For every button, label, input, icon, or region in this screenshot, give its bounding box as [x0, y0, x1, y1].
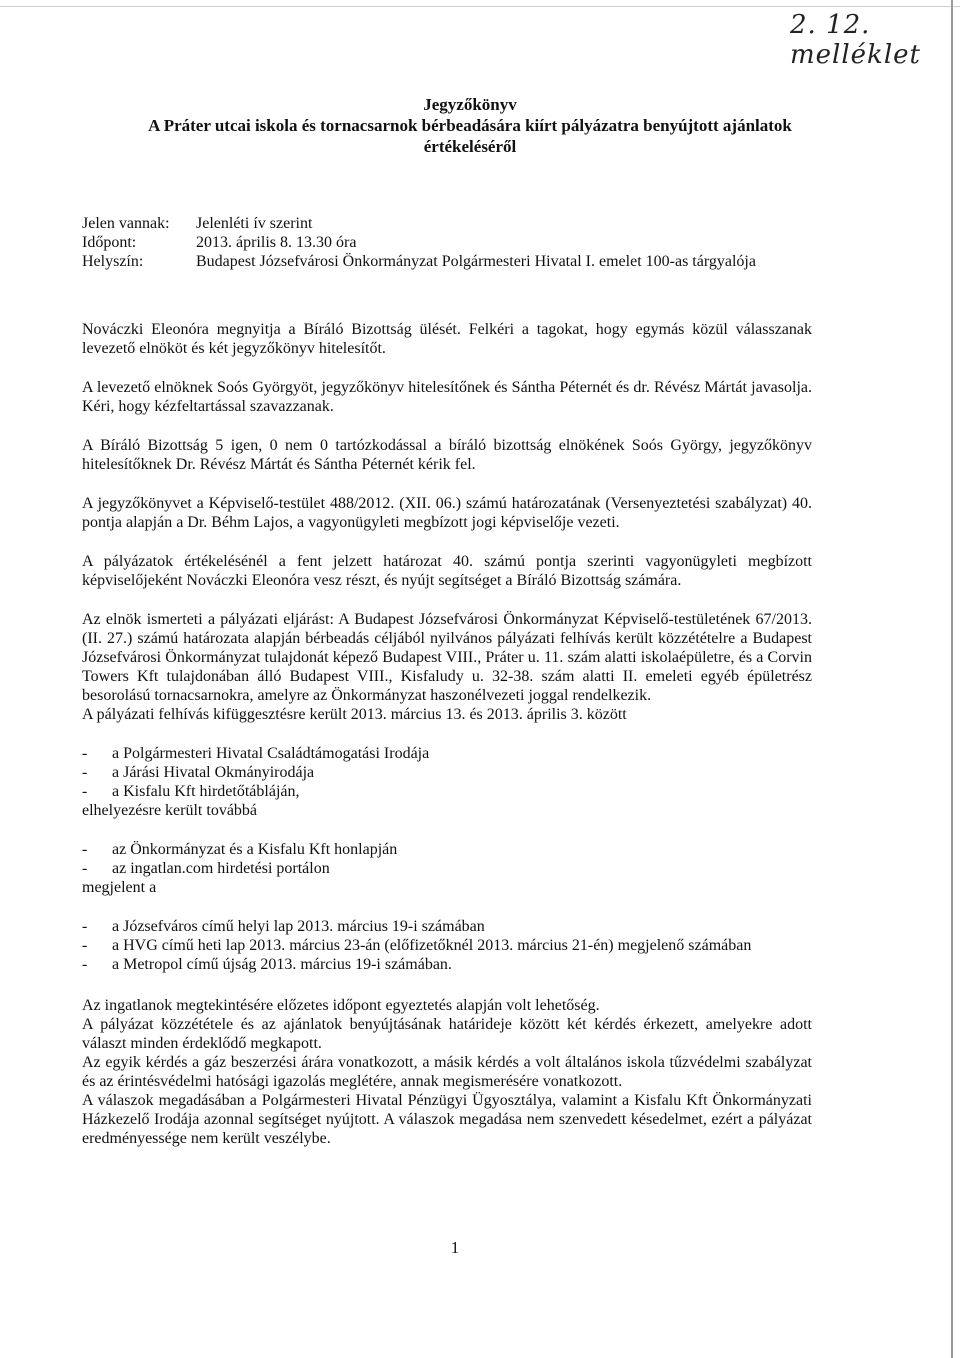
- closing-paragraph: A pályázat közzététele és az ajánlatok benyújtásának határideje között két kérdés érkezett, amelyekre adott választ minden érdeklődő megkapott.: [82, 1016, 812, 1052]
- paragraph: A levezető elnöknek Soós Györgyöt, jegyzőkönyv hitelesítőnek és Sántha Péternét és dr. Révész Mártát javasolja. Kéri, hogy kézfeltartással szavazzanak.: [82, 379, 812, 415]
- list-item: [82, 744, 812, 763]
- meta-value: 2013. április 8. 13.30 óra: [196, 234, 357, 251]
- meta-value: Budapest Józsefvárosi Önkormányzat Polgármesteri Hivatal I. emelet 100-as tárgyalója: [196, 253, 756, 270]
- list-item: [82, 763, 812, 782]
- list-item-text: a Polgármesteri Hivatal Családtámogatási Irodája: [112, 745, 430, 762]
- list-item-text: az ingatlan.com hirdetési portálon: [112, 860, 330, 877]
- list-item: [82, 936, 812, 955]
- posted-lead: A pályázati felhívás kifüggesztésre került 2013. március 13. és 2013. április 3. között: [82, 706, 627, 723]
- list-item: [82, 840, 812, 859]
- list-item-text: a Metropol című újság 2013. március 19-i számában.: [112, 956, 452, 973]
- handwritten-annotation: 2. 12. melléklet: [790, 10, 921, 70]
- list-item-text: a Kisfalu Kft hirdetőtábláján,: [112, 783, 300, 800]
- paragraph: Nováczki Eleonóra megnyitja a Bíráló Bizottság ülését. Felkéri a tagokat, hogy egymás közül válasszanak levezető elnököt és két jegyzőkönyv hitelesítőt.: [82, 321, 812, 357]
- meta-label: Helyszín:: [82, 253, 144, 270]
- list-item-text: az Önkormányzat és a Kisfalu Kft honlapján: [112, 841, 398, 858]
- scan-right-edge: [951, 0, 953, 1358]
- meeting-details: [82, 214, 842, 271]
- paragraph: A jegyzőkönyvet a Képviselő-testület 488/2012. (XII. 06.) számú határozatának (Versenyeztetési szabályzat) 40. pontja alapján a Dr. Béhm Lajos, a vagyonügyleti megbízott jogi képviselője vezeti.: [82, 495, 812, 531]
- title-line-2: A Práter utcai iskola és tornacsarnok bérbeadására kiírt pályázatra benyújtott ajánlatok: [148, 116, 792, 135]
- document-body: [82, 320, 812, 1148]
- list-dash: -: [82, 956, 88, 973]
- list-dash: -: [82, 783, 88, 800]
- procedure-intro: Az elnök ismerteti a pályázati eljárást: A Budapest Józsefvárosi Önkormányzat Képviselő-testületének 67/2013. (II. 27.) számú határozata alapján bérbeadás céljából nyilvános pályázati felhívás került közzétételre a Budapest Józsefvárosi Önkormányzat tulajdonát képező Budapest VIII., Práter u. 11. szám alatti iskolaépületre, és a Corvin Towers Kft tulajdonában álló Budapest VIII., Kisfaludy u. 32-38. szám alatti II. emeleti egyéb épületrész besorolású tornacsarnokra, amelyre az Önkormányzat haszonélvezeti joggal rendelkezik.: [82, 611, 812, 704]
- meta-value: Jelenléti ív szerint: [196, 215, 313, 232]
- scan-top-edge: [0, 6, 960, 7]
- paragraph: A Bíráló Bizottság 5 igen, 0 nem 0 tartózkodással a bíráló bizottság elnökének Soós György, jegyzőkönyv hitelesítőknek Dr. Révész Mártát és Sántha Péternét kérik fel.: [82, 437, 812, 473]
- page-number: 1: [450, 1238, 460, 1257]
- closing-paragraph: A válaszok megadásában a Polgármesteri Hivatal Pénzügyi Ügyosztálya, valamint a Kisfalu Kft Önkormányzati Házkezelő Irodája azonnal segítséget nyújtott. A válaszok megadása nem szenvedett késedelmet, ezért a pályázat eredményessége nem került veszélybe.: [82, 1092, 812, 1147]
- closing-section: [82, 996, 812, 1148]
- list-dash: -: [82, 764, 88, 781]
- title-line-3: értékeléséről: [423, 137, 517, 156]
- list-dash: -: [82, 841, 88, 858]
- list-item-text: a HVG című heti lap 2013. március 23-án (előfizetőknél 2013. március 21-én) megjelenő számában: [112, 937, 752, 954]
- placed-lead: elhelyezésre került továbbá: [82, 802, 258, 819]
- closing-paragraph: Az egyik kérdés a gáz beszerzési árára vonatkozott, a másik kérdés a volt általános iskola tűzvédelmi szabályzat és az érintésvédelmi hatósági igazolás meglétére, annak megismerésére vonatkozott.: [82, 1054, 812, 1090]
- list-dash: -: [82, 918, 88, 935]
- list-item: [82, 859, 812, 878]
- list-item: [82, 782, 812, 801]
- list-dash: -: [82, 745, 88, 762]
- title-line-1: Jegyzőkönyv: [423, 95, 517, 114]
- meta-row-time: [82, 233, 842, 252]
- meta-row-location: [82, 252, 842, 271]
- list-item: [82, 917, 812, 936]
- list-item-text: a Járási Hivatal Okmányirodája: [112, 764, 315, 781]
- published-lead: megjelent a: [82, 879, 157, 896]
- meta-label: Időpont:: [82, 234, 137, 251]
- meta-label: Jelen vannak:: [82, 215, 170, 232]
- meta-row-attendees: [82, 214, 842, 233]
- list-dash: -: [82, 937, 88, 954]
- closing-paragraph: Az ingatlanok megtekintésére előzetes időpont egyeztetés alapján volt lehetőség.: [82, 997, 600, 1014]
- document-title: [60, 94, 880, 157]
- list-item-text: a Józsefváros című helyi lap 2013. március 19-i számában: [112, 918, 485, 935]
- list-dash: -: [82, 860, 88, 877]
- paragraph: A pályázatok értékelésénél a fent jelzett határozat 40. számú pontja szerinti vagyonügyleti megbízott képviselőjeként Nováczki Eleonóra vesz részt, és nyújt segítséget a Bíráló Bizottság számára.: [82, 553, 812, 589]
- list-item: [82, 955, 812, 974]
